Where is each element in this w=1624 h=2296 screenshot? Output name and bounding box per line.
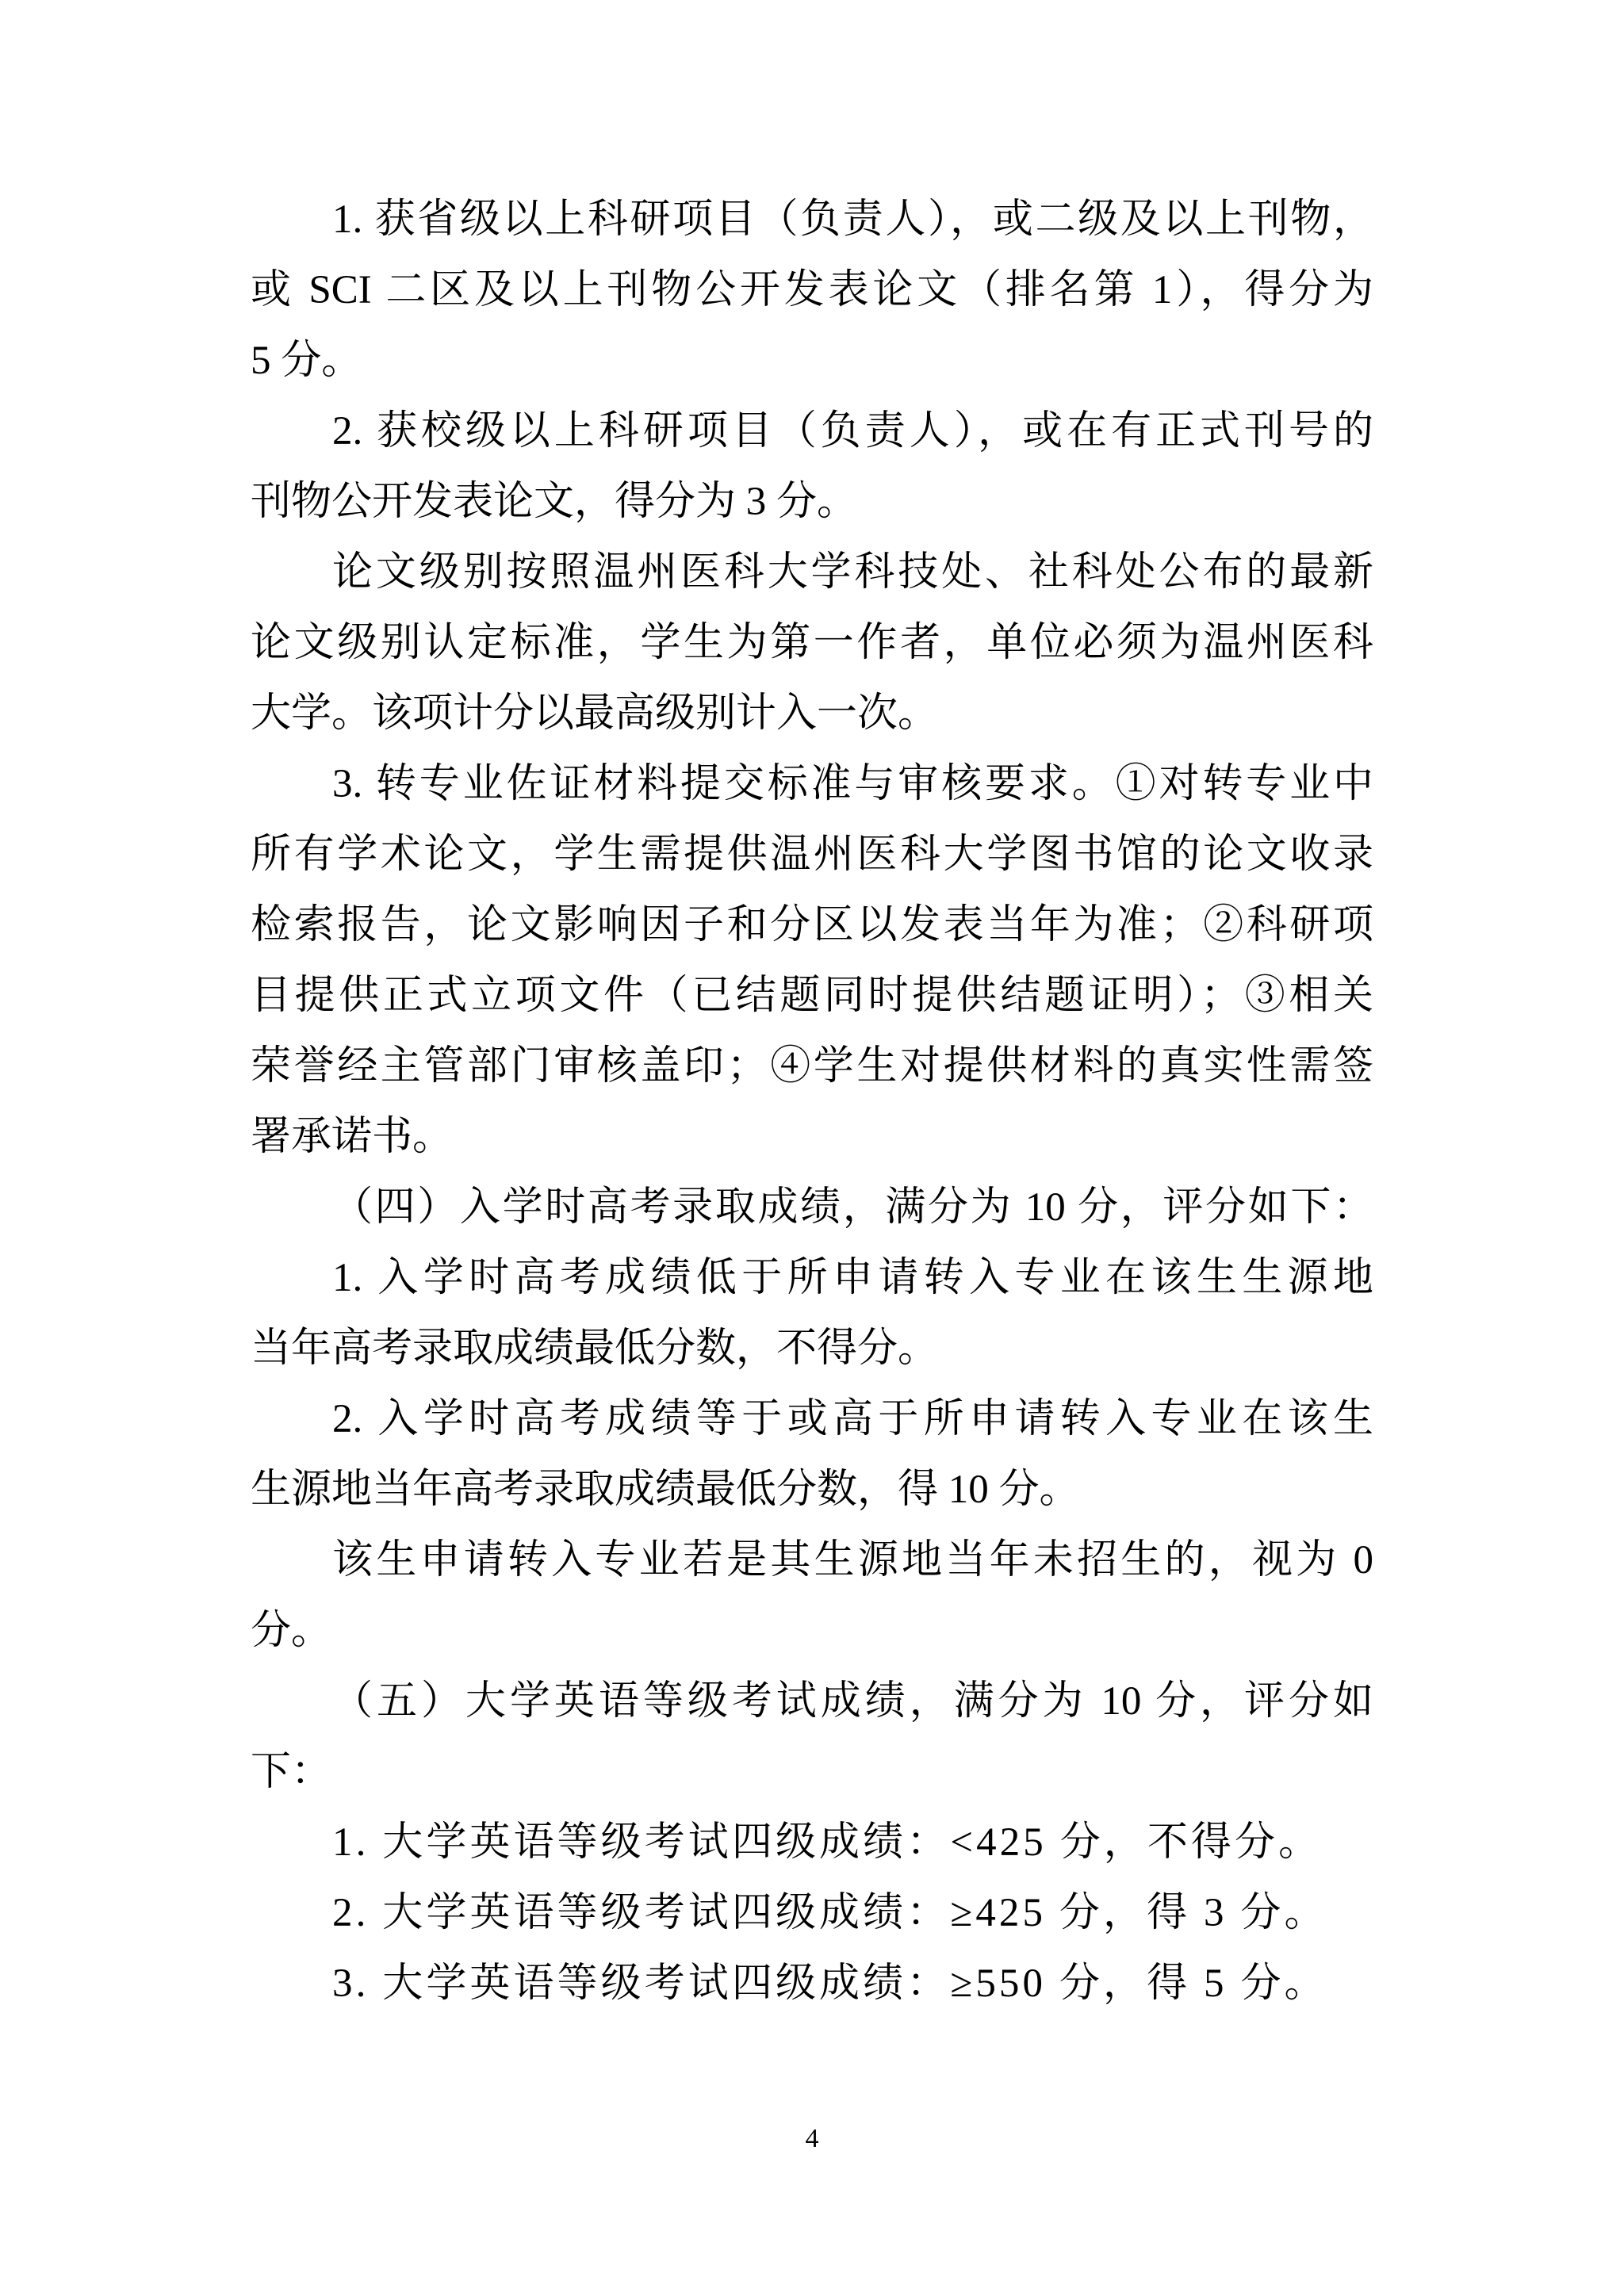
text-line: 目提供正式立项文件（已结题同时提供结题证明）；③相关 bbox=[251, 974, 1373, 1018]
text-line: 当年高考录取成绩最低分数，不得分。 bbox=[251, 1326, 939, 1371]
text-line: 或 SCI 二区及以上刊物公开发表论文（排名第 1），得分为 bbox=[251, 268, 1373, 312]
text-line: 1. 入学时高考成绩低于所申请转入专业在该生生源地 bbox=[332, 1256, 1373, 1300]
text-line: 署承诺书。 bbox=[251, 1115, 454, 1159]
text-line: 所有学术论文，学生需提供温州医科大学图书馆的论文收录 bbox=[251, 832, 1373, 877]
text-line: 3. 大学英语等级考试四级成绩：≥550 分，得 5 分。 bbox=[332, 1961, 1328, 2006]
text-line: 下： bbox=[251, 1750, 332, 1794]
text-line: 1. 大学英语等级考试四级成绩：<425 分，不得分。 bbox=[332, 1820, 1323, 1865]
text-line: 论文级别认定标准，学生为第一作者，单位必须为温州医科 bbox=[251, 621, 1373, 665]
text-line: 大学。该项计分以最高级别计入一次。 bbox=[251, 691, 939, 736]
text-line: 刊物公开发表论文，得分为 3 分。 bbox=[251, 480, 858, 524]
text-line: （五）大学英语等级考试成绩，满分为 10 分，评分如 bbox=[332, 1679, 1373, 1724]
text-line: 2. 大学英语等级考试四级成绩：≥425 分，得 3 分。 bbox=[332, 1891, 1328, 1935]
text-line: 生源地当年高考录取成绩最低分数，得 10 分。 bbox=[251, 1468, 1080, 1512]
text-line: 2. 获校级以上科研项目（负责人），或在有正式刊号的 bbox=[332, 409, 1373, 453]
text-line: （四）入学时高考录取成绩，满分为 10 分，评分如下： bbox=[332, 1185, 1373, 1230]
text-line: 分。 bbox=[251, 1609, 332, 1653]
text-line: 1. 获省级以上科研项目（负责人），或二级及以上刊物， bbox=[332, 197, 1373, 242]
text-line: 2. 入学时高考成绩等于或高于所申请转入专业在该生 bbox=[332, 1397, 1373, 1441]
page-number: 4 bbox=[805, 2124, 819, 2153]
text-line: 检索报告，论文影响因子和分区以发表当年为准；②科研项 bbox=[251, 903, 1373, 947]
text-line: 该生申请转入专业若是其生源地当年未招生的，视为 0 bbox=[332, 1538, 1373, 1582]
text-block bbox=[251, 185, 1373, 2019]
text-line: 荣誉经主管部门审核盖印；④学生对提供材料的真实性需签 bbox=[251, 1044, 1373, 1089]
text-line: 论文级别按照温州医科大学科技处、社科处公布的最新 bbox=[332, 550, 1373, 595]
text-line: 5 分。 bbox=[251, 339, 362, 383]
text-line: 3. 转专业佐证材料提交标准与审核要求。①对转专业中 bbox=[332, 762, 1373, 806]
